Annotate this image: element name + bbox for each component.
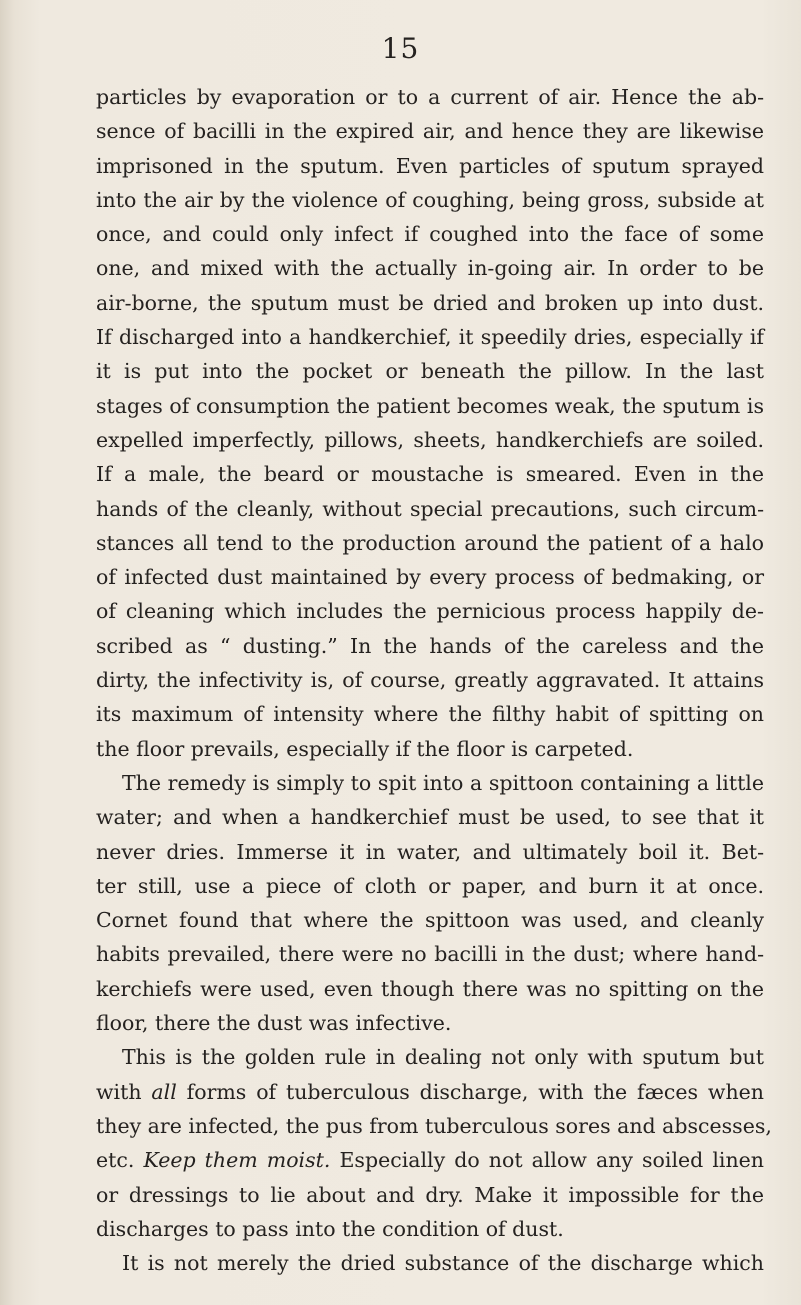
text-line [96,1143,764,1177]
text-line: or dressings to lie about and dry. Make it impossible for the [96,1182,764,1207]
text-span: forms of tuberculous discharge, with the fæces when [176,1079,765,1104]
text-line: its maximum of intensity where the filthy habit of spitting on [96,702,764,727]
text-span: with [96,1079,152,1104]
text-line: particles by evaporation or to a current of air. Hence the ab- [96,85,764,109]
page-number: 15 [381,32,420,65]
text-line: stances all tend to the production around the patient of a halo [96,530,764,555]
text-line: the floor prevails, especially if the floor is carpeted. [96,736,634,761]
text-line: The remedy is simply to spit into a spittoon containing a little [122,770,764,795]
text-line: discharges to pass into the condition of dust. [96,1216,564,1241]
text-line: it is put into the pocket or beneath the pillow. In the last [96,359,764,384]
text-line: water; and when a handkerchief must be used, to see that it [96,805,764,830]
text-line: hands of the cleanly, without special precautions, such circum- [96,496,764,521]
text-span: Especially do not allow any soiled linen [330,1148,764,1173]
text-line: they are infected, the pus from tuberculous sores and abscesses, [96,1113,772,1138]
italic-emphasis: Keep them moist. [143,1148,331,1173]
text-line: Cornet found that where the spittoon was used, and cleanly [96,908,764,933]
text-line: of cleaning which includes the pernicious process happily de- [96,599,764,624]
text-line: If discharged into a handkerchief, it speedily dries, especially if [96,325,764,350]
text-line: habits prevailed, there were no bacilli in the dust; where hand- [96,942,764,967]
text-line: sence of bacilli in the expired air, and hence they are likewise [96,119,764,144]
text-line: stages of consumption the patient becomes weak, the sputum is [96,393,764,418]
text-line: scribed as “ dusting.” In the hands of the careless and the [96,633,764,658]
text-line: ter still, use a piece of cloth or paper, and burn it at once. [96,873,764,898]
text-span: etc. [96,1148,144,1173]
text-line: into the air by the violence of coughing, being gross, subside at [96,187,764,212]
text-line [96,1075,764,1109]
text-line: one, and mixed with the actually in-going air. In order to be [96,256,764,281]
text-line: expelled imperfectly, pillows, sheets, handkerchiefs are soiled. [96,427,764,452]
text-line: If a male, the beard or moustache is smeared. Even in the [96,462,764,487]
text-line: once, and could only infect if coughed into the face of some [96,222,764,247]
text-line: It is not merely the dried substance of the discharge which [122,1251,764,1276]
text-line: This is the golden rule in dealing not only with sputum but [122,1045,764,1070]
text-line: dirty, the infectivity is, of course, greatly aggravated. It attains [96,668,764,693]
text-line: of infected dust maintained by every process of bedmaking, or [96,565,764,590]
text-line: never dries. Immerse it in water, and ultimately boil it. Bet- [96,839,764,864]
italic-emphasis: all [151,1079,177,1104]
text-line: floor, there the dust was infective. [96,1011,452,1036]
text-line: imprisoned in the sputum. Even particles of sputum sprayed [96,153,764,178]
text-line: kerchiefs were used, even though there was no spitting on the [96,976,764,1001]
body-text [96,80,772,1280]
text-line: air-borne, the sputum must be dried and broken up into dust. [96,290,764,315]
